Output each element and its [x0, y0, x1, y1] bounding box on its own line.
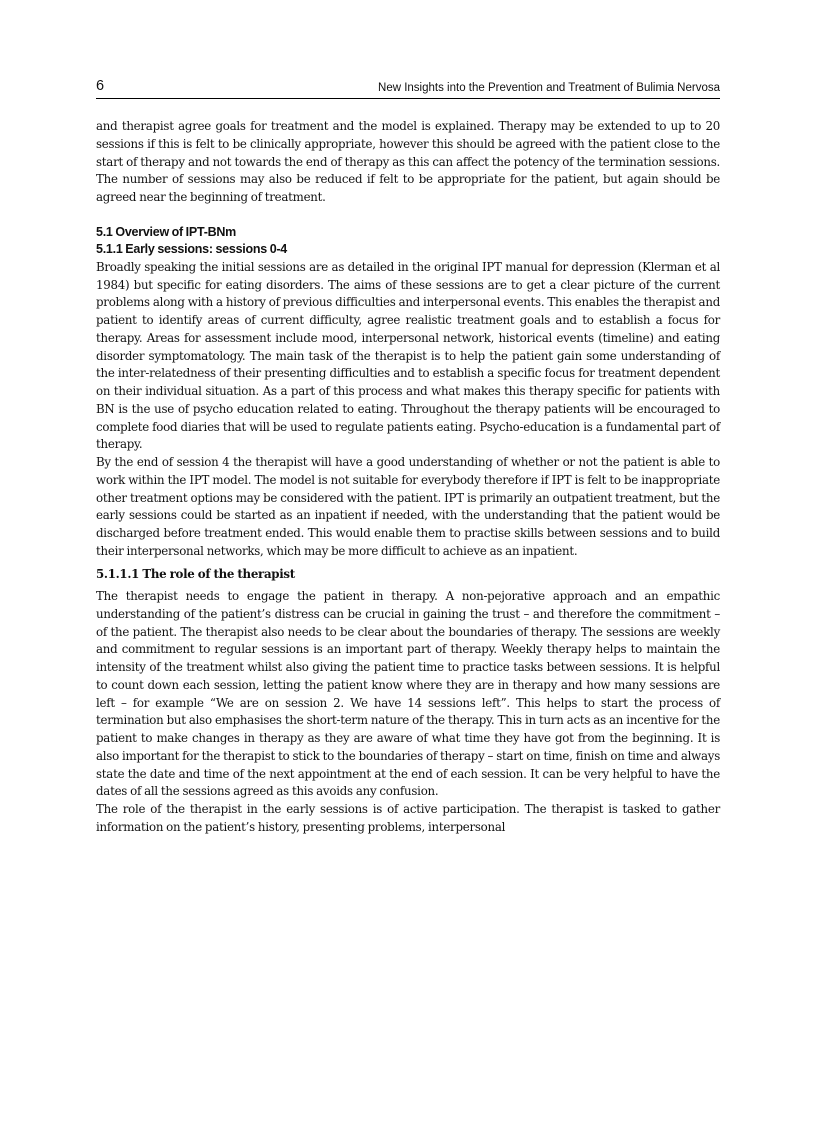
intro-paragraph: and therapist agree goals for treatment and the model is explained. Therapy may be extended to up to 20 sessions if this is felt to be clinically appropriate, however this should be agreed with the patient close to the start of therapy and not towards the end of therapy as this can affect the potency of the termination sessions. The number of sessions may also be reduced if felt to be appropriate for the patient, but again should be agreed near the beginning of treatment. [96, 119, 720, 204]
section-heading-5-1-1: 5.1.1 Early sessions: sessions 0-4 [96, 242, 288, 257]
paragraph-role-of-therapist-1: The therapist needs to engage the patient in therapy. A non-pejorative approach and an empathic understanding of the patient’s distress can be crucial in gaining the trust – and therefore the commitment – of the patient. The therapist also needs to be clear about the boundaries of therapy. The sessions are weekly and commitment to regular sessions is an important part of therapy. Weekly therapy helps to maintain the intensity of the treatment whilst also giving the patient time to practice tasks between sessions. It is helpful to count down each session, letting the patient know where they are in therapy and how many sessions are left – for example “We are on session 2. We have 14 sessions left”. This helps to start the process of termination but also emphasises the short-term nature of the therapy. This in turn acts as an incentive for the patient to make changes in therapy as they are aware of what time they have got from the beginning. It is also important for the therapist to stick to the boundaries of therapy – start on time, finish on time and always state the date and time of the next appointment at the end of each session. It can be very helpful to have the dates of all the sessions agreed as this avoids any confusion. [96, 589, 720, 799]
section-heading-5-1: 5.1 Overview of IPT-BNm [96, 224, 237, 239]
section-heading-5-1-1-1: 5.1.1.1 The role of the therapist [96, 566, 295, 581]
running-title: New Insights into the Prevention and Treatment of Bulimia Nervosa [378, 82, 720, 94]
paragraph-early-sessions-1: Broadly speaking the initial sessions are as detailed in the original IPT manual for depression (Klerman et al 1984) but specific for eating disorders. The aims of these sessions are to get a clear picture of the current problems along with a history of previous difficulties and interpersonal events. This enables the therapist and patient to identify areas of current difficulty, agree realistic treatment goals and to establish a focus for therapy. Areas for assessment include mood, interpersonal network, historical events (timeline) and eating disorder symptomatology. The main task of the therapist is to help the patient gain some understanding of the inter-relatedness of their presenting difficulties and to establish a specific focus for treatment dependent on their individual situation. As a part of this process and what makes this therapy specific for patients with BN is the use of psycho education related to eating. Throughout the therapy patients will be encouraged to complete food diaries that will be used to regulate patients eating. Psycho-education is a fundamental part of therapy. [96, 259, 720, 452]
paragraph-role-of-therapist-2: The role of the therapist in the early sessions is of active participation. The therapist is tasked to gather information on the patient’s history, presenting problems, interpersonal [96, 802, 720, 834]
running-header [96, 78, 720, 99]
paragraph-early-sessions-2: By the end of session 4 the therapist will have a good understanding of whether or not the patient is able to work within the IPT model. The model is not suitable for everybody therefore if IPT is felt to be inappropriate other treatment options may be considered with the patient. IPT is primarily an outpatient treatment, but the early sessions could be started as an inpatient if needed, with the understanding that the patient would be discharged before treatment ended. This would enable them to practise skills between sessions and to build their interpersonal networks, which may be more difficult to achieve as an inpatient. [96, 455, 720, 558]
page-number: 6 [96, 78, 105, 94]
body-text [96, 118, 720, 837]
page [96, 78, 720, 837]
